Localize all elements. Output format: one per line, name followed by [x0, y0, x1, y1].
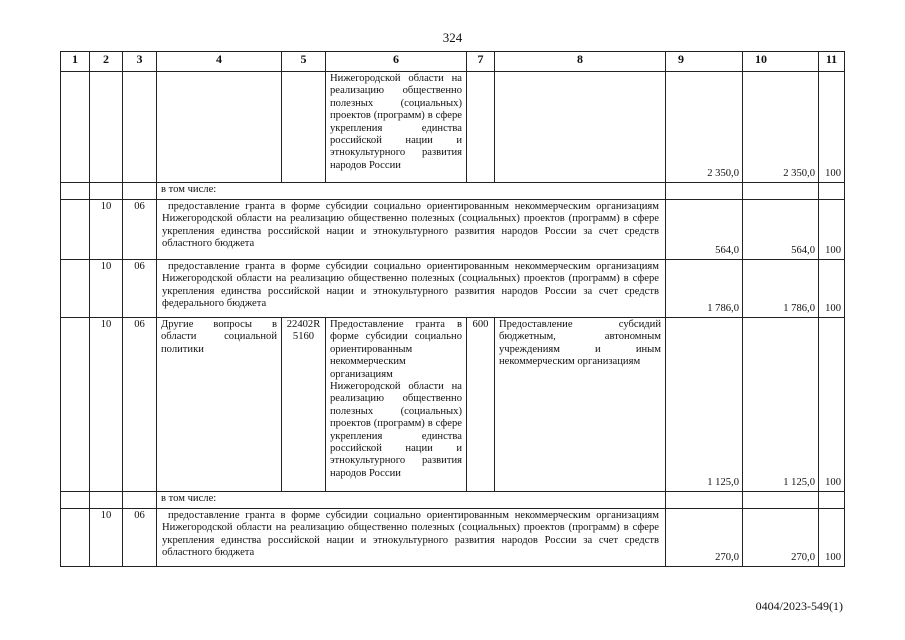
header-row — [61, 52, 845, 72]
expense-type-name: Предоставление субсидий бюджетным, автономным учреждениям и иным некоммерческим организациям — [495, 318, 666, 492]
value-col9: 2 350,0 — [666, 72, 743, 183]
percent-col11: 100 — [819, 509, 845, 567]
value-col10: 2 350,0 — [743, 72, 819, 183]
table-row — [61, 509, 845, 567]
table-row — [61, 318, 845, 492]
value-col9: 1 125,0 — [666, 318, 743, 492]
value-col10: 564,0 — [743, 200, 819, 260]
subsection-code: 06 — [123, 318, 157, 492]
table-row — [61, 260, 845, 318]
table-row — [61, 183, 845, 200]
value-col10: 270,0 — [743, 509, 819, 567]
percent-col11: 100 — [819, 318, 845, 492]
percent-col11: 100 — [819, 260, 845, 318]
grant-description: предоставление гранта в форме субсидии социально ориентированным некоммерческим организациям Нижегородской области на реализацию общественно полезных (социальных) проектов (программ) в сфере укрепления единства российской нации и этнокультурного развития народов России за счет средств федерального бюджета — [157, 260, 666, 318]
header-cell: 5 — [282, 52, 326, 72]
section-code: 10 — [90, 260, 123, 318]
grant-description: предоставление гранта в форме субсидии социально ориентированным некоммерческим организациям Нижегородской области на реализацию общественно полезных (социальных) проектов (программ) в сфере укрепления единства российской нации и этнокультурного развития народов России за счет средств областного бюджета — [157, 509, 666, 567]
program-name: Другие вопросы в области социальной политики — [157, 318, 282, 492]
subsection-code: 06 — [123, 200, 157, 260]
value-col10: 1 125,0 — [743, 318, 819, 492]
item-description: Предоставление гранта в форме субсидии социально ориентированным некоммерческим организациям Нижегородской области на реализацию общественно полезных (социальных) проектов (программ) в сфере укрепления единства российской нации и этнокультурного развития народов России — [326, 318, 467, 492]
subsection-code: 06 — [123, 260, 157, 318]
header-cell: 6 — [326, 52, 467, 72]
header-cell: 10 — [743, 52, 819, 72]
header-cell: 2 — [90, 52, 123, 72]
value-col9: 1 786,0 — [666, 260, 743, 318]
item-description: Нижегородской области на реализацию общественно полезных (социальных) проектов (программ) в сфере укрепления единства российской нации и этнокультурного развития народов России — [326, 72, 467, 183]
header-cell: 1 — [61, 52, 90, 72]
percent-col11: 100 — [819, 200, 845, 260]
percent-col11: 100 — [819, 72, 845, 183]
header-cell: 8 — [495, 52, 666, 72]
grant-description: предоставление гранта в форме субсидии социально ориентированным некоммерческим организациям Нижегородской области на реализацию общественно полезных (социальных) проектов (программ) в сфере укрепления единства российской нации и этнокультурного развития народов России за счет средств областного бюджета — [157, 200, 666, 260]
document-id: 0404/2023-549(1) — [755, 599, 843, 613]
value-col9: 564,0 — [666, 200, 743, 260]
value-col9: 270,0 — [666, 509, 743, 567]
header-cell: 9 — [666, 52, 743, 72]
header-cell: 7 — [467, 52, 495, 72]
section-code: 10 — [90, 318, 123, 492]
subtotal-label: в том числе: — [157, 492, 666, 509]
table-row — [61, 72, 845, 183]
header-cell: 3 — [123, 52, 157, 72]
subsection-code: 06 — [123, 509, 157, 567]
section-code: 10 — [90, 200, 123, 260]
expense-type-code: 600 — [467, 318, 495, 492]
table-row — [61, 492, 845, 509]
value-col10: 1 786,0 — [743, 260, 819, 318]
page-number: 324 — [442, 30, 463, 45]
section-code: 10 — [90, 509, 123, 567]
header-cell: 4 — [157, 52, 282, 72]
table-row — [61, 200, 845, 260]
subtotal-label: в том числе: — [157, 183, 666, 200]
budget-table — [60, 51, 845, 567]
target-article-code: 22402R 5160 — [282, 318, 326, 492]
header-cell: 11 — [819, 52, 845, 72]
